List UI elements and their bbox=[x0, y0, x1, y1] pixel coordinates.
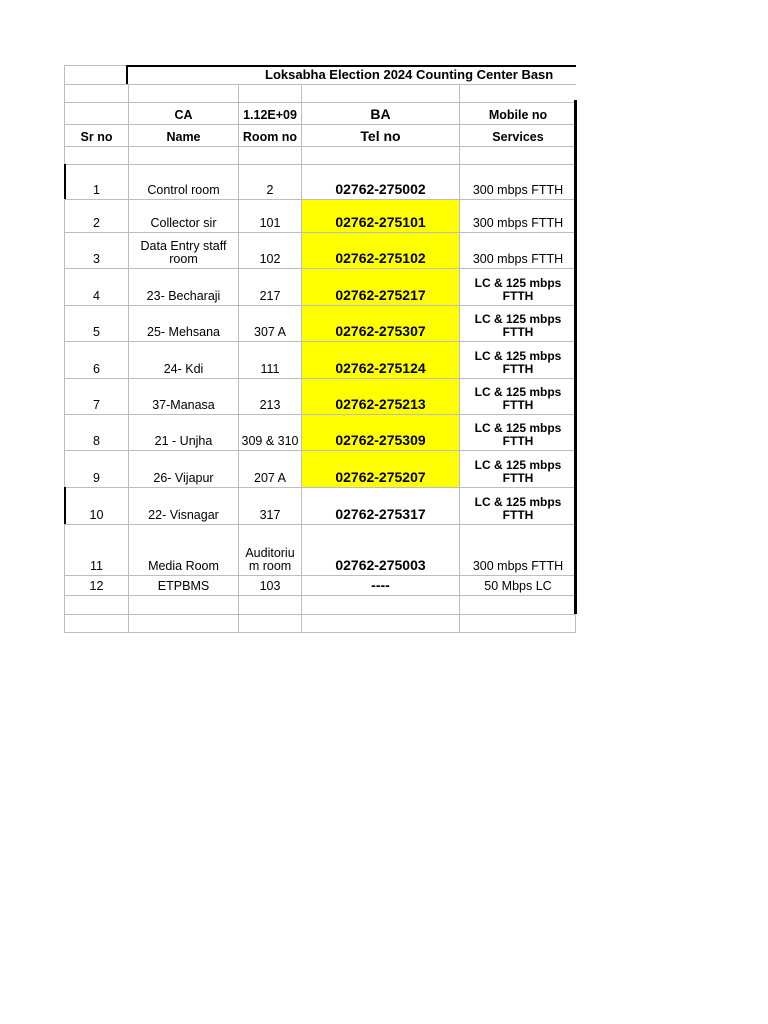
title-top-border bbox=[127, 65, 576, 67]
sr-cell: 7 bbox=[64, 378, 128, 414]
name-cell: Control room bbox=[128, 164, 238, 199]
name-cell: Collector sir bbox=[128, 199, 238, 232]
room-cell: Auditoriu m room bbox=[238, 524, 301, 575]
title-left-border bbox=[126, 65, 128, 84]
services-cell: LC & 125 mbps FTTH bbox=[459, 305, 576, 341]
tel-cell: 02762-275317 bbox=[301, 487, 459, 524]
services-cell: 50 Mbps LC bbox=[459, 575, 576, 595]
tel-cell: 02762-275124 bbox=[301, 341, 459, 378]
tel-cell: 02762-275309 bbox=[301, 414, 459, 450]
blank-cell bbox=[128, 614, 238, 633]
blank-cell bbox=[64, 146, 128, 164]
header-room-code: 1.12E+09 bbox=[238, 102, 301, 124]
blank-cell bbox=[459, 146, 576, 164]
name-cell: Media Room bbox=[128, 524, 238, 575]
sr-cell: 12 bbox=[64, 575, 128, 595]
room-cell: 2 bbox=[238, 164, 301, 199]
services-cell: LC & 125 mbps FTTH bbox=[459, 450, 576, 487]
sr-cell: 6 bbox=[64, 341, 128, 378]
room-cell: 101 bbox=[238, 199, 301, 232]
room-cell: 111 bbox=[238, 341, 301, 378]
sr-cell: 4 bbox=[64, 268, 128, 305]
room-cell: 103 bbox=[238, 575, 301, 595]
blank-cell bbox=[459, 614, 576, 633]
blank-cell bbox=[238, 595, 301, 614]
header-sr-no: Sr no bbox=[64, 124, 128, 146]
name-cell: 37-Manasa bbox=[128, 378, 238, 414]
tel-cell: 02762-275003 bbox=[301, 524, 459, 575]
sheet-title: Loksabha Election 2024 Counting Center Basn bbox=[265, 67, 554, 82]
room-cell: 102 bbox=[238, 232, 301, 268]
sr-cell: 10 bbox=[64, 487, 128, 524]
blank-cell bbox=[238, 84, 301, 102]
tel-cell: 02762-275101 bbox=[301, 199, 459, 232]
blank-cell bbox=[301, 146, 459, 164]
services-cell: 300 mbps FTTH bbox=[459, 524, 576, 575]
name-cell: ETPBMS bbox=[128, 575, 238, 595]
name-cell: 22- Visnagar bbox=[128, 487, 238, 524]
blank-cell bbox=[301, 84, 459, 102]
name-cell: 23- Becharaji bbox=[128, 268, 238, 305]
blank-cell bbox=[459, 595, 576, 614]
header-ba: BA bbox=[301, 102, 459, 124]
header-ca: CA bbox=[128, 102, 238, 124]
blank-cell bbox=[238, 614, 301, 633]
services-cell: LC & 125 mbps FTTH bbox=[459, 378, 576, 414]
tel-cell: ---- bbox=[301, 575, 459, 595]
name-cell: 24- Kdi bbox=[128, 341, 238, 378]
sr-cell: 3 bbox=[64, 232, 128, 268]
tel-cell: 02762-275217 bbox=[301, 268, 459, 305]
services-cell: 300 mbps FTTH bbox=[459, 199, 576, 232]
name-cell: Data Entry staff room bbox=[128, 232, 238, 268]
room-cell: 307 A bbox=[238, 305, 301, 341]
sr-cell: 9 bbox=[64, 450, 128, 487]
table-left-border bbox=[64, 487, 66, 524]
name-cell: 21 - Unjha bbox=[128, 414, 238, 450]
blank-cell bbox=[238, 146, 301, 164]
sr-cell: 5 bbox=[64, 305, 128, 341]
sr-cell: 2 bbox=[64, 199, 128, 232]
blank-cell bbox=[128, 84, 238, 102]
room-cell: 213 bbox=[238, 378, 301, 414]
room-cell: 317 bbox=[238, 487, 301, 524]
room-cell: 217 bbox=[238, 268, 301, 305]
name-cell: 26- Vijapur bbox=[128, 450, 238, 487]
blank-cell bbox=[459, 84, 576, 102]
table-right-border bbox=[574, 100, 577, 614]
table-left-border bbox=[64, 164, 66, 199]
blank-cell bbox=[128, 146, 238, 164]
services-cell: 300 mbps FTTH bbox=[459, 232, 576, 268]
header-blank bbox=[64, 102, 128, 124]
services-cell: LC & 125 mbps FTTH bbox=[459, 268, 576, 305]
tel-cell: 02762-275307 bbox=[301, 305, 459, 341]
services-cell: 300 mbps FTTH bbox=[459, 164, 576, 199]
name-cell: 25- Mehsana bbox=[128, 305, 238, 341]
services-cell: LC & 125 mbps FTTH bbox=[459, 341, 576, 378]
title-blank-cell bbox=[64, 65, 128, 84]
sr-cell: 1 bbox=[64, 164, 128, 199]
header-mobile-no: Mobile no bbox=[459, 102, 576, 124]
room-cell: 309 & 310 bbox=[238, 414, 301, 450]
tel-cell: 02762-275213 bbox=[301, 378, 459, 414]
services-cell: LC & 125 mbps FTTH bbox=[459, 414, 576, 450]
blank-cell bbox=[64, 595, 128, 614]
header-room-no: Room no bbox=[238, 124, 301, 146]
header-tel-no: Tel no bbox=[301, 124, 459, 146]
tel-cell: 02762-275002 bbox=[301, 164, 459, 199]
room-cell: 207 A bbox=[238, 450, 301, 487]
tel-cell: 02762-275207 bbox=[301, 450, 459, 487]
sr-cell: 11 bbox=[64, 524, 128, 575]
services-cell: LC & 125 mbps FTTH bbox=[459, 487, 576, 524]
blank-cell bbox=[301, 595, 459, 614]
header-name: Name bbox=[128, 124, 238, 146]
blank-cell bbox=[128, 595, 238, 614]
blank-cell bbox=[64, 84, 128, 102]
tel-cell: 02762-275102 bbox=[301, 232, 459, 268]
header-services: Services bbox=[459, 124, 576, 146]
sr-cell: 8 bbox=[64, 414, 128, 450]
blank-cell bbox=[301, 614, 459, 633]
blank-cell bbox=[64, 614, 128, 633]
